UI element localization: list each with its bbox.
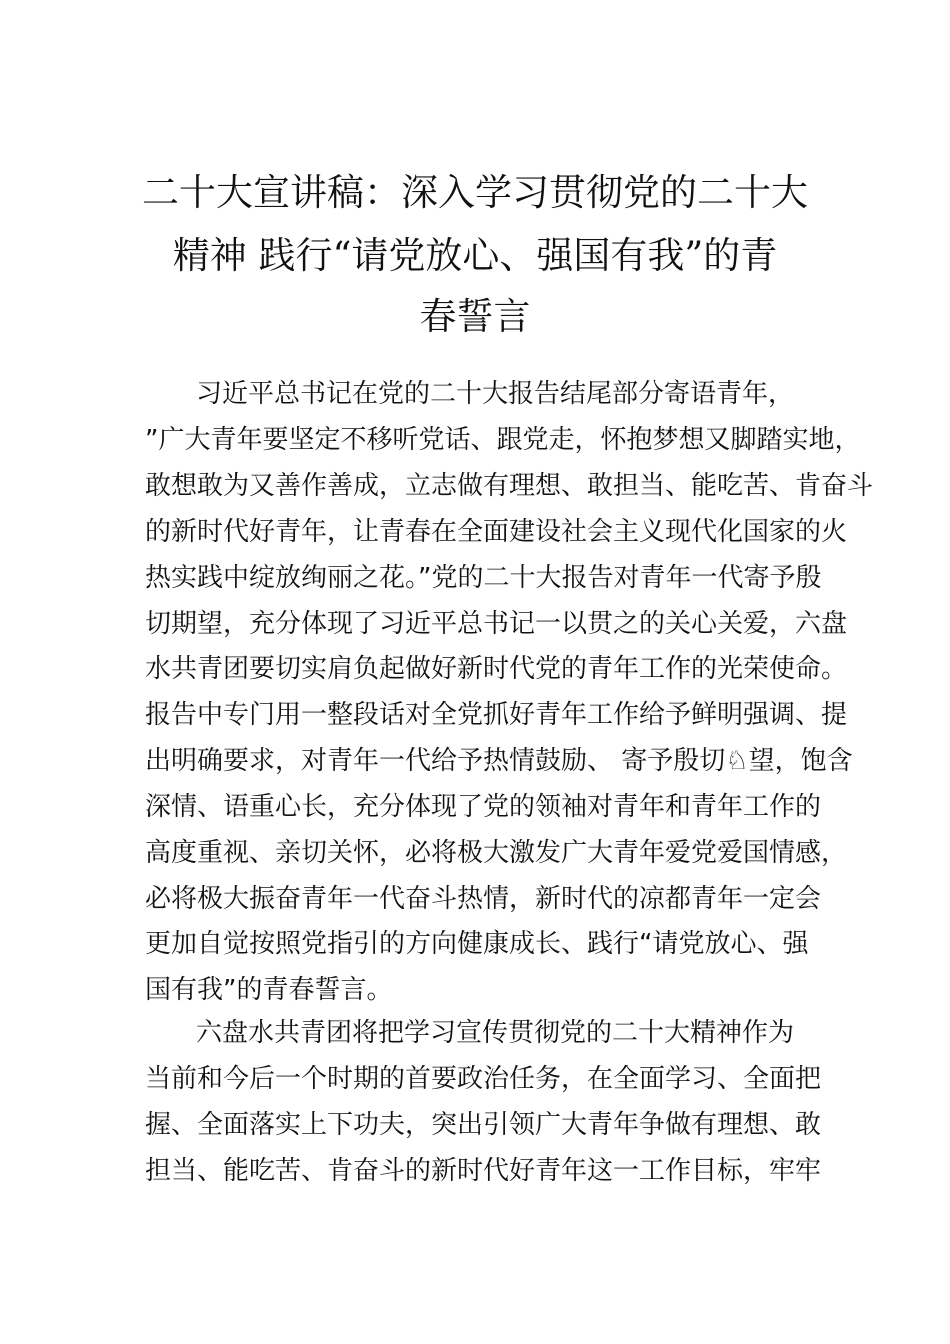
paragraph-line: 报告中专门用一整段话对全党抓好青年工作给予鲜明强调、提: [145, 700, 848, 730]
title-line-1: 二十大宣讲稿：深入学习贯彻党的二十大: [142, 171, 808, 214]
paragraph-line: 的新时代好青年，让青春在全面建设社会主义现代化国家的火: [145, 517, 848, 547]
paragraph-line: 当前和今后一个时期的首要政治任务，在全面学习、全面把: [145, 1064, 822, 1094]
paragraph-line: 深情、语重心长，充分体现了党的领袖对青年和青年工作的: [145, 792, 822, 822]
title-line-2: 精神 践行“请党放心、强国有我”的青: [172, 234, 778, 277]
paragraph-line: 国有我”的青春誓言。: [145, 975, 393, 1005]
paragraph-line: 敢想敢为又善作善成，立志做有理想、敢担当、能吃苦、肯奋斗: [145, 471, 874, 501]
paragraph-line: 切期望，充分体现了习近平总书记一以贯之的关心关爱，六盘: [145, 609, 848, 639]
paragraph-line: 水共青团要切实肩负起做好新时代党的青年工作的光荣使命。: [145, 654, 848, 684]
paragraph-line: 热实践中绽放绚丽之花。”党的二十大报告对青年一代寄予殷: [145, 563, 822, 593]
paragraph-line: 握、全面落实上下功夫，突出引领广大青年争做有理想、敢: [145, 1110, 822, 1140]
paragraph-line: ”广大青年要坚定不移听党话、跟党走，怀抱梦想又脚踏实地，: [145, 425, 861, 455]
paragraph-line: 习近平总书记在党的二十大报告结尾部分寄语青年，: [196, 379, 795, 409]
paragraph-line: 出明确要求，对青年一代给予热情鼓励、 寄予殷切♘望，饱含: [145, 746, 853, 776]
paragraph-line: 担当、能吃苦、肯奋斗的新时代好青年这一工作目标，牢牢: [145, 1156, 822, 1186]
paragraph-line: 必将极大振奋青年一代奋斗热情，新时代的凉都青年一定会: [145, 884, 822, 914]
paragraph-line: 高度重视、亲切关怀，必将极大激发广大青年爱党爱国情感，: [145, 838, 848, 868]
paragraph-line: 六盘水共青团将把学习宣传贯彻党的二十大精神作为: [196, 1018, 795, 1048]
title-line-3: 春誓言: [419, 295, 531, 338]
paragraph-line: 更加自觉按照党指引的方向健康成长、践行“请党放心、强: [145, 929, 809, 959]
